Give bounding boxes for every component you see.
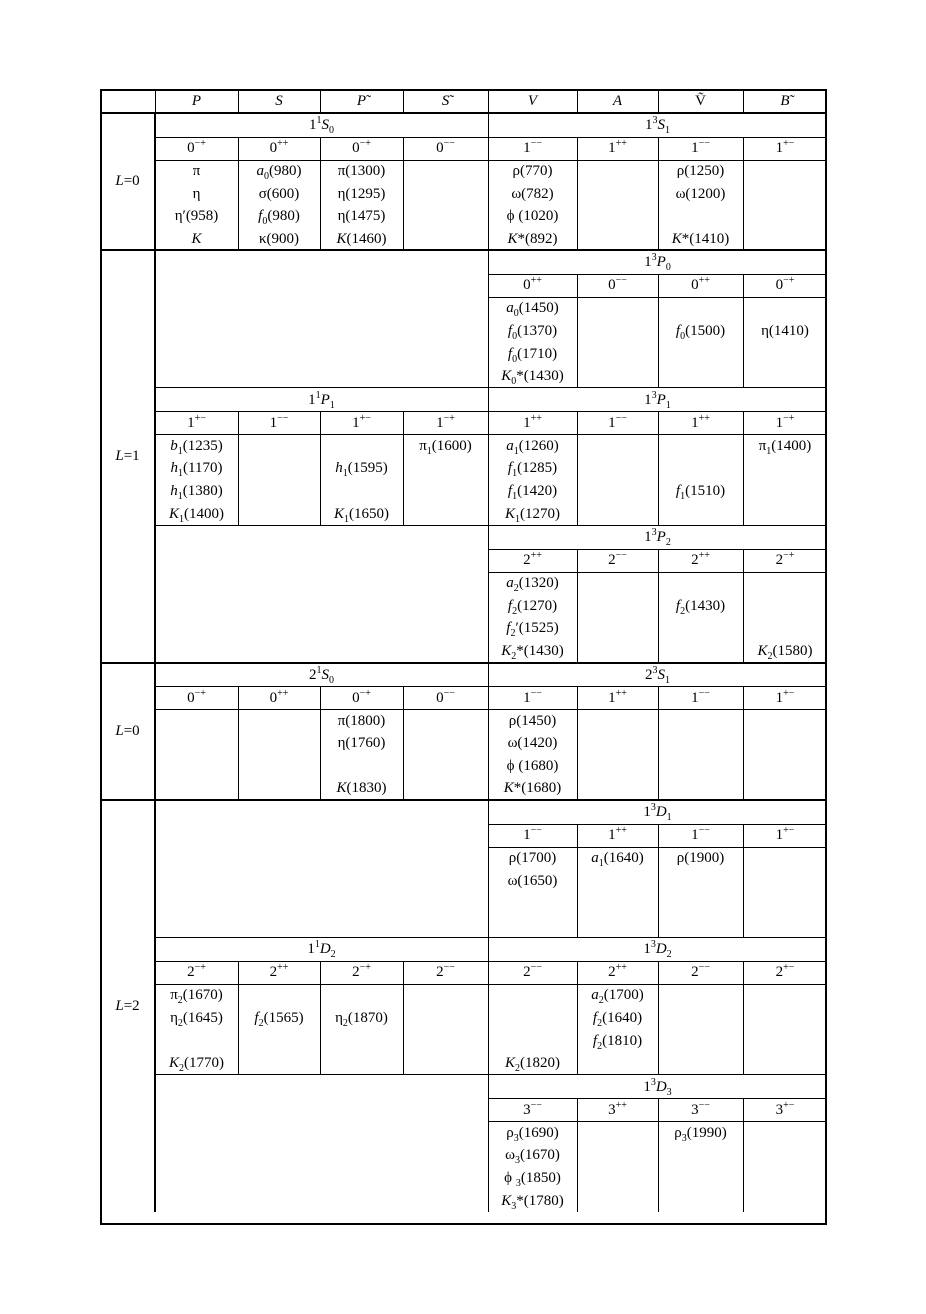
rule — [577, 687, 578, 800]
rule — [658, 89, 659, 113]
jpc-label: 3−− — [523, 1099, 542, 1118]
rule — [320, 961, 321, 1074]
jpc-label: 2−+ — [775, 550, 795, 569]
particle-cell: $a_1(1260)$ — [506, 437, 559, 457]
jpc-label: 1++ — [608, 825, 627, 843]
particle-cell: $f_2(1270)$ — [507, 597, 558, 617]
particle-cell: $f_2(1430)$ — [675, 597, 726, 617]
term-symbol: $1^3D_3$ — [643, 1076, 672, 1098]
particle-cell: $f_2(1565)$ — [254, 1010, 304, 1029]
particle-cell: ρ(1450) — [508, 712, 557, 729]
particle-cell: ω(782) — [511, 185, 554, 202]
jpc-label: 0++ — [691, 275, 710, 294]
rule — [488, 800, 489, 937]
rule — [488, 937, 489, 1074]
particle-cell: $f_2(1640)$ — [592, 1010, 643, 1029]
particle-cell: $K_1(1270)$ — [504, 505, 560, 525]
jpc-label: 2++ — [608, 962, 627, 981]
jpc-label: 0−+ — [352, 687, 371, 706]
particle-cell: K(1460) — [336, 230, 387, 247]
jpc-label: 0−− — [436, 687, 455, 706]
jpc-label: 2++ — [691, 550, 710, 569]
jpc-label: 1−− — [691, 138, 710, 156]
particle-cell: $h_1(1170)$ — [170, 460, 223, 480]
term-symbol: $1^3S_1$ — [645, 115, 670, 136]
rule — [743, 961, 744, 1074]
particle-cell: π(1300) — [337, 163, 386, 179]
rule — [238, 687, 239, 800]
jpc-label: 0−+ — [187, 138, 206, 156]
particle-cell: $a_0(980)$ — [256, 163, 302, 182]
particle-cell: $\pi_1(1600)$ — [419, 437, 472, 457]
column-header: A — [612, 93, 623, 109]
jpc-label: 1−− — [523, 687, 542, 706]
rule — [743, 824, 744, 937]
rule — [577, 274, 578, 387]
particle-cell: K*(1410) — [671, 230, 730, 247]
rule — [238, 137, 239, 250]
rule — [577, 412, 578, 525]
particle-cell: K(1830) — [336, 780, 387, 797]
rule — [743, 412, 744, 525]
rule — [488, 89, 489, 113]
particle-cell: $\pi_1(1400)$ — [758, 437, 812, 457]
rule — [658, 961, 659, 1074]
l-label: L=2 — [115, 998, 140, 1014]
particle-cell: η(1295) — [337, 185, 386, 202]
particle-cell: $f_2'(1525)$ — [506, 620, 559, 640]
term-symbol: $1^1S_0$ — [309, 115, 334, 136]
rule — [320, 89, 321, 113]
jpc-label: 1+− — [775, 138, 795, 156]
particle-cell: $f_0(1370)$ — [507, 323, 558, 342]
column-header: P — [356, 93, 367, 109]
rule — [658, 549, 659, 662]
particle-cell: ω(1650) — [507, 872, 558, 889]
rule — [320, 412, 321, 525]
jpc-label: 3+− — [775, 1099, 795, 1118]
particle-cell: $K_2*(1430)$ — [501, 643, 564, 662]
particle-cell: π — [192, 163, 201, 179]
particle-cell: $f_1(1285)$ — [507, 460, 558, 480]
particle-cell: $K_0*(1430)$ — [501, 368, 564, 388]
particle-cell: $K_2(1580)$ — [757, 643, 813, 662]
jpc-label: 1+− — [352, 412, 371, 431]
particle-cell: $\rho_3(1690)$ — [506, 1124, 559, 1144]
l-label: L=1 — [115, 448, 140, 465]
particle-cell: $f_2(1810)$ — [592, 1032, 643, 1052]
jpc-label: 2−+ — [187, 962, 206, 981]
jpc-label: 2++ — [269, 962, 289, 981]
particle-cell: ϕ (1680) — [506, 757, 559, 774]
particle-cell: ρ(1900) — [676, 850, 725, 866]
particle-cell: $f_1(1510)$ — [675, 483, 726, 502]
jpc-label: 3−− — [691, 1099, 710, 1118]
particle-cell: $h_1(1380)$ — [170, 483, 223, 502]
jpc-label: 0++ — [269, 138, 289, 156]
particle-cell: $b_1(1235)$ — [170, 437, 223, 457]
rule — [658, 687, 659, 800]
jpc-label: 0−− — [436, 138, 455, 156]
particle-cell: $K_2(1820)$ — [504, 1055, 560, 1075]
rule — [403, 89, 404, 113]
jpc-label: 1−− — [523, 138, 542, 156]
jpc-label: 1++ — [608, 138, 627, 156]
jpc-label: 1+− — [187, 412, 206, 431]
term-symbol: $1^1P_1$ — [308, 389, 335, 411]
particle-cell: $\eta_2(1645)$ — [170, 1010, 223, 1029]
term-symbol: $1^3P_0$ — [644, 252, 671, 274]
particle-cell: $K_1(1400)$ — [168, 505, 224, 525]
rule — [743, 89, 744, 113]
particle-cell: π(1800) — [337, 712, 386, 729]
jpc-label: 0−+ — [775, 275, 795, 294]
rule — [577, 137, 578, 250]
particle-cell: K — [191, 230, 202, 247]
term-symbol: $2^3S_1$ — [645, 664, 670, 686]
particle-cell: $h_1(1595)$ — [335, 460, 388, 480]
rule — [577, 549, 578, 662]
particle-cell: η(1410) — [761, 323, 809, 339]
rule — [403, 412, 404, 525]
jpc-label: 1++ — [608, 687, 627, 706]
term-symbol: $1^3D_2$ — [643, 939, 672, 961]
jpc-label: 1++ — [691, 412, 710, 431]
particle-cell: K*(892) — [507, 230, 558, 247]
jpc-label: 1−− — [691, 687, 710, 706]
rule — [743, 274, 744, 387]
particle-cell: ϕ $_3$(1850) — [504, 1170, 561, 1189]
rule — [577, 1099, 578, 1212]
particle-cell: ϕ (1020) — [506, 208, 559, 225]
jpc-label: 0−+ — [187, 687, 206, 706]
particle-cell: $\omega_3(1670)$ — [505, 1147, 560, 1167]
l-label: L=0 — [115, 173, 140, 189]
jpc-label: 1−− — [523, 825, 542, 843]
particle-cell: ω(1420) — [507, 735, 558, 752]
particle-cell: $\pi_2(1670)$ — [170, 987, 223, 1007]
particle-cell: η′(958) — [174, 208, 219, 225]
rule — [577, 824, 578, 937]
particle-cell: $\eta_2(1870)$ — [335, 1010, 388, 1029]
particle-cell: η(1760) — [337, 735, 386, 752]
rule — [577, 89, 578, 113]
rule — [403, 961, 404, 1074]
particle-cell: $a_2(1700)$ — [591, 987, 644, 1007]
rule — [403, 137, 404, 250]
particle-cell: κ(900) — [258, 230, 300, 247]
particle-cell: $f_1(1420)$ — [507, 483, 558, 502]
jpc-label: 2+− — [775, 962, 795, 981]
particle-cell: η(1475) — [337, 208, 386, 225]
rule — [658, 824, 659, 937]
rule — [238, 89, 239, 113]
meson-table — [100, 89, 827, 1225]
rule — [238, 961, 239, 1074]
rule — [488, 250, 489, 387]
rule — [320, 137, 321, 250]
term-symbol: $1^3P_2$ — [644, 527, 671, 549]
particle-cell: ω(1200) — [675, 185, 726, 202]
particle-cell: ρ(1700) — [508, 850, 557, 866]
column-header: P — [191, 93, 202, 109]
term-symbol: $1^3P_1$ — [644, 389, 671, 411]
rule — [743, 549, 744, 662]
rule — [488, 1075, 489, 1212]
particle-cell: ρ(770) — [512, 163, 553, 179]
particle-cell: K*(1680) — [503, 780, 562, 797]
rule — [658, 1099, 659, 1212]
rule — [658, 274, 659, 387]
particle-cell: $f_0(1710)$ — [507, 345, 558, 365]
term-symbol: $2^1S_0$ — [309, 664, 334, 686]
particle-cell: $\rho_3(1990)$ — [674, 1124, 727, 1144]
rule — [488, 525, 489, 662]
rule — [577, 961, 578, 1074]
jpc-label: 2++ — [523, 550, 542, 569]
jpc-label: 1−+ — [775, 412, 795, 431]
jpc-label: 2−+ — [352, 962, 371, 981]
particle-cell: $K_1(1650)$ — [333, 505, 389, 525]
rule — [743, 1099, 744, 1212]
rule — [488, 113, 489, 250]
column-header: B — [780, 93, 790, 109]
column-header: V — [527, 93, 538, 109]
jpc-label: 2−− — [691, 962, 710, 981]
particle-cell: $a_2(1320)$ — [506, 575, 559, 595]
column-header: Ṽ — [695, 93, 706, 109]
jpc-label: 3++ — [608, 1099, 627, 1118]
rule — [155, 89, 156, 113]
term-symbol: $1^1D_2$ — [307, 939, 336, 961]
rule — [238, 412, 239, 525]
rule — [743, 687, 744, 800]
particle-cell: η — [192, 185, 201, 202]
particle-cell: $f_0(980)$ — [258, 208, 300, 228]
rule — [743, 137, 744, 250]
jpc-label: 2−− — [436, 962, 455, 981]
jpc-label: 2−− — [523, 962, 542, 981]
particle-cell: $K_2(1770)$ — [168, 1055, 224, 1075]
jpc-label: 0−− — [608, 275, 627, 294]
jpc-label: 1−+ — [436, 412, 455, 431]
rule — [403, 687, 404, 800]
jpc-label: 1+− — [775, 687, 795, 706]
rule — [320, 687, 321, 800]
particle-cell: σ(600) — [258, 185, 300, 202]
rule — [488, 663, 489, 800]
rule — [658, 137, 659, 250]
particle-cell: $f_0(1500)$ — [675, 323, 726, 342]
particle-cell: $K_3*(1780)$ — [501, 1192, 564, 1212]
particle-cell: ρ(1250) — [676, 163, 725, 179]
jpc-label: 1+− — [775, 825, 795, 843]
jpc-label: 0++ — [523, 275, 542, 294]
rule — [488, 388, 489, 525]
jpc-label: 0−+ — [352, 138, 371, 156]
jpc-label: 1−− — [269, 412, 289, 431]
jpc-label: 1++ — [523, 412, 542, 431]
jpc-label: 2−− — [608, 550, 627, 569]
particle-cell: $a_0(1450)$ — [506, 300, 559, 320]
rule — [658, 412, 659, 525]
column-header: S — [441, 93, 450, 109]
jpc-label: 0++ — [269, 687, 289, 706]
column-header: S — [275, 93, 283, 109]
term-symbol: $1^3D_1$ — [643, 802, 672, 823]
l-label: L=0 — [115, 722, 140, 739]
jpc-label: 1−− — [608, 412, 627, 431]
jpc-label: 1−− — [691, 825, 710, 843]
particle-cell: $a_1(1640)$ — [591, 850, 644, 869]
